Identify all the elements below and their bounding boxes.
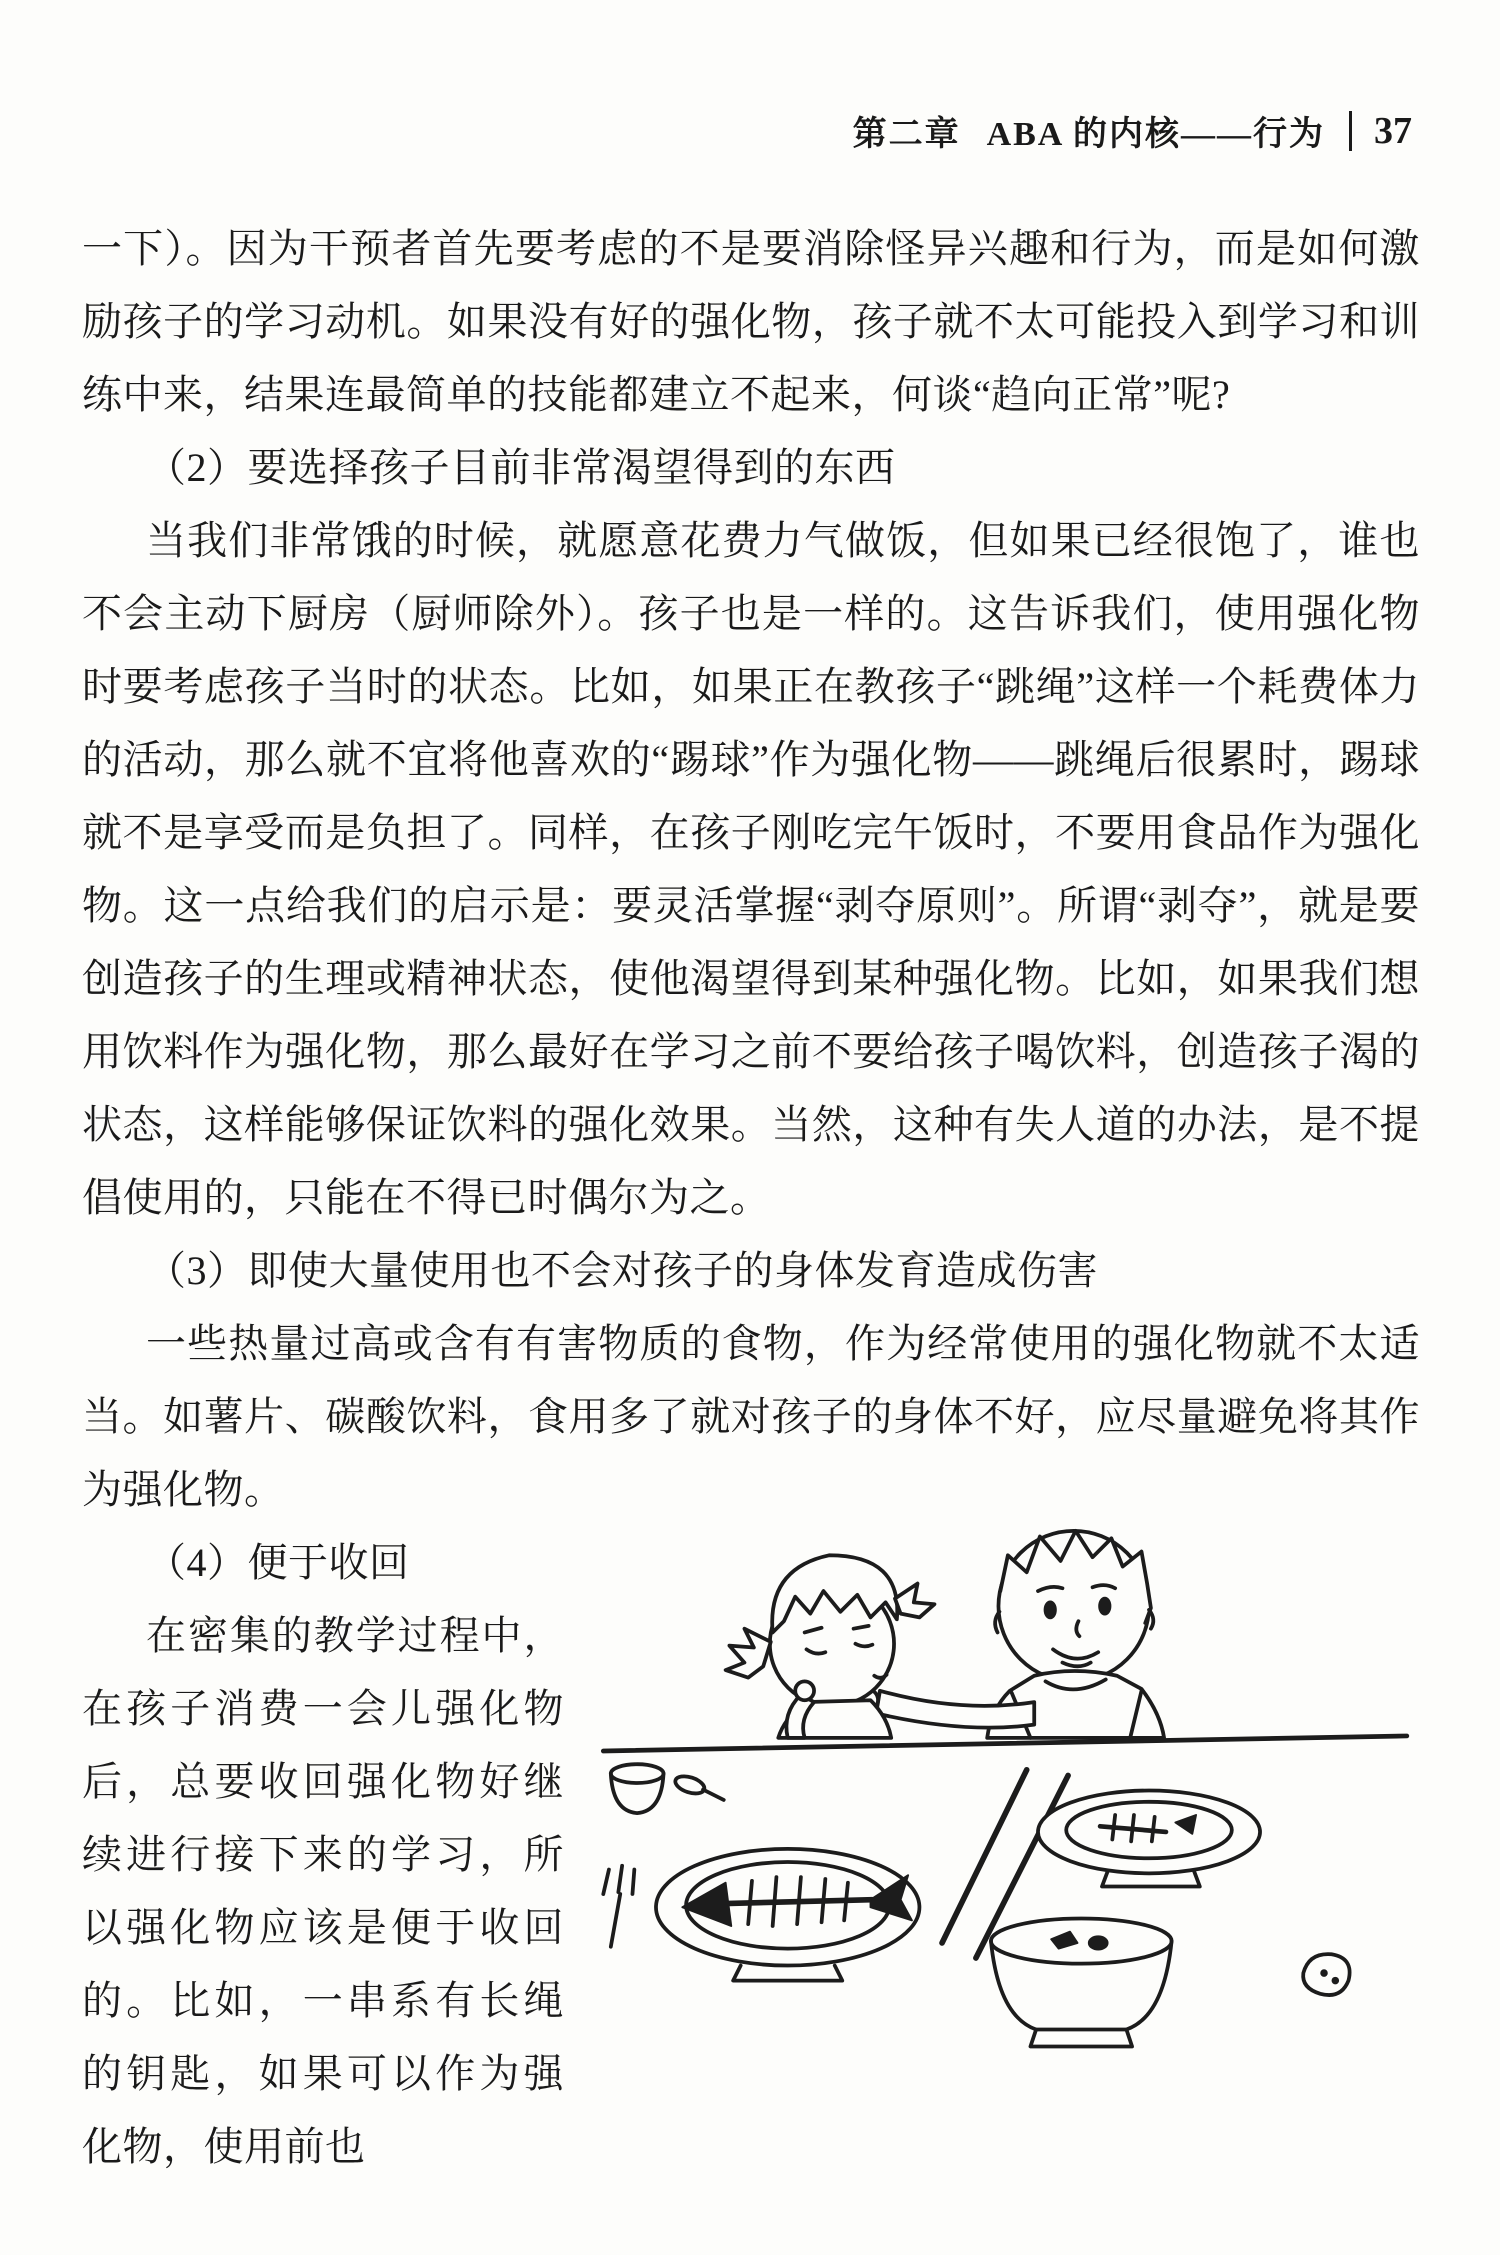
- chapter-label: 第二章: [852, 116, 961, 153]
- section-4-paragraph: 在密集的教学过程中，在孩子消费一会儿强化物后，总要收回强化物好继续进行接下来的学习，所以强化物应该是便于收回的。比如，一串系有长绳的钥匙，如果可以作为强化物，使用前也: [82, 1613, 564, 2169]
- page-number: 37: [1374, 109, 1412, 152]
- section-3-paragraph: 一些热量过高或含有有害物质的食物，作为经常使用的强化物就不太适当。如薯片、碳酸饮料，食用多了就对孩子的身体不好，应尽量避免将其作为强化物。: [82, 1321, 1420, 1512]
- page-body: [82, 212, 1420, 2183]
- page-header: [82, 106, 1412, 155]
- section-2-heading: （2）要选择孩子目前非常渴望得到的东西: [146, 445, 896, 490]
- continuation-paragraph: 一下）。因为干预者首先要考虑的不是要消除怪异兴趣和行为，而是如何激励孩子的学习动机。如果没有好的强化物，孩子就不太可能投入到学习和训练中来，结果连最简单的技能都建立不起来，何谈“趋向正常”呢?: [82, 226, 1420, 417]
- section-4-block: [82, 1526, 1420, 2183]
- section-2-paragraph: 当我们非常饿的时候，就愿意花费力气做饭，但如果已经很饱了，谁也不会主动下厨房（厨师除外）。孩子也是一样的。这告诉我们，使用强化物时要考虑孩子当时的状态。比如，如果正在教孩子“跳绳”这样一个耗费体力的活动，那么就不宜将他喜欢的“踢球”作为强化物——跳绳后很累时，踢球就不是享受而是负担了。同样，在孩子刚吃完午饭时，不要用食品作为强化物。这一点给我们的启示是：要灵活掌握“剥夺原则”。所谓“剥夺”，就是要创造孩子的生理或精神状态，使他渴望得到某种强化物。比如，如果我们想用饮料作为强化物，那么最好在学习之前不要给孩子喝饮料，创造孩子渴的状态，这样能够保证饮料的强化效果。当然，这种有失人道的办法，是不提倡使用的，只能在不得已时偶尔为之。: [82, 518, 1420, 1220]
- chapter-title: ABA 的内核——行为: [986, 116, 1325, 153]
- children-dining-illustration: [592, 1500, 1420, 2066]
- section-4-heading: （4）便于收回: [146, 1540, 410, 1585]
- header-divider: [1349, 111, 1352, 151]
- section-3-heading: （3）即使大量使用也不会对孩子的身体发育造成伤害: [146, 1248, 1098, 1293]
